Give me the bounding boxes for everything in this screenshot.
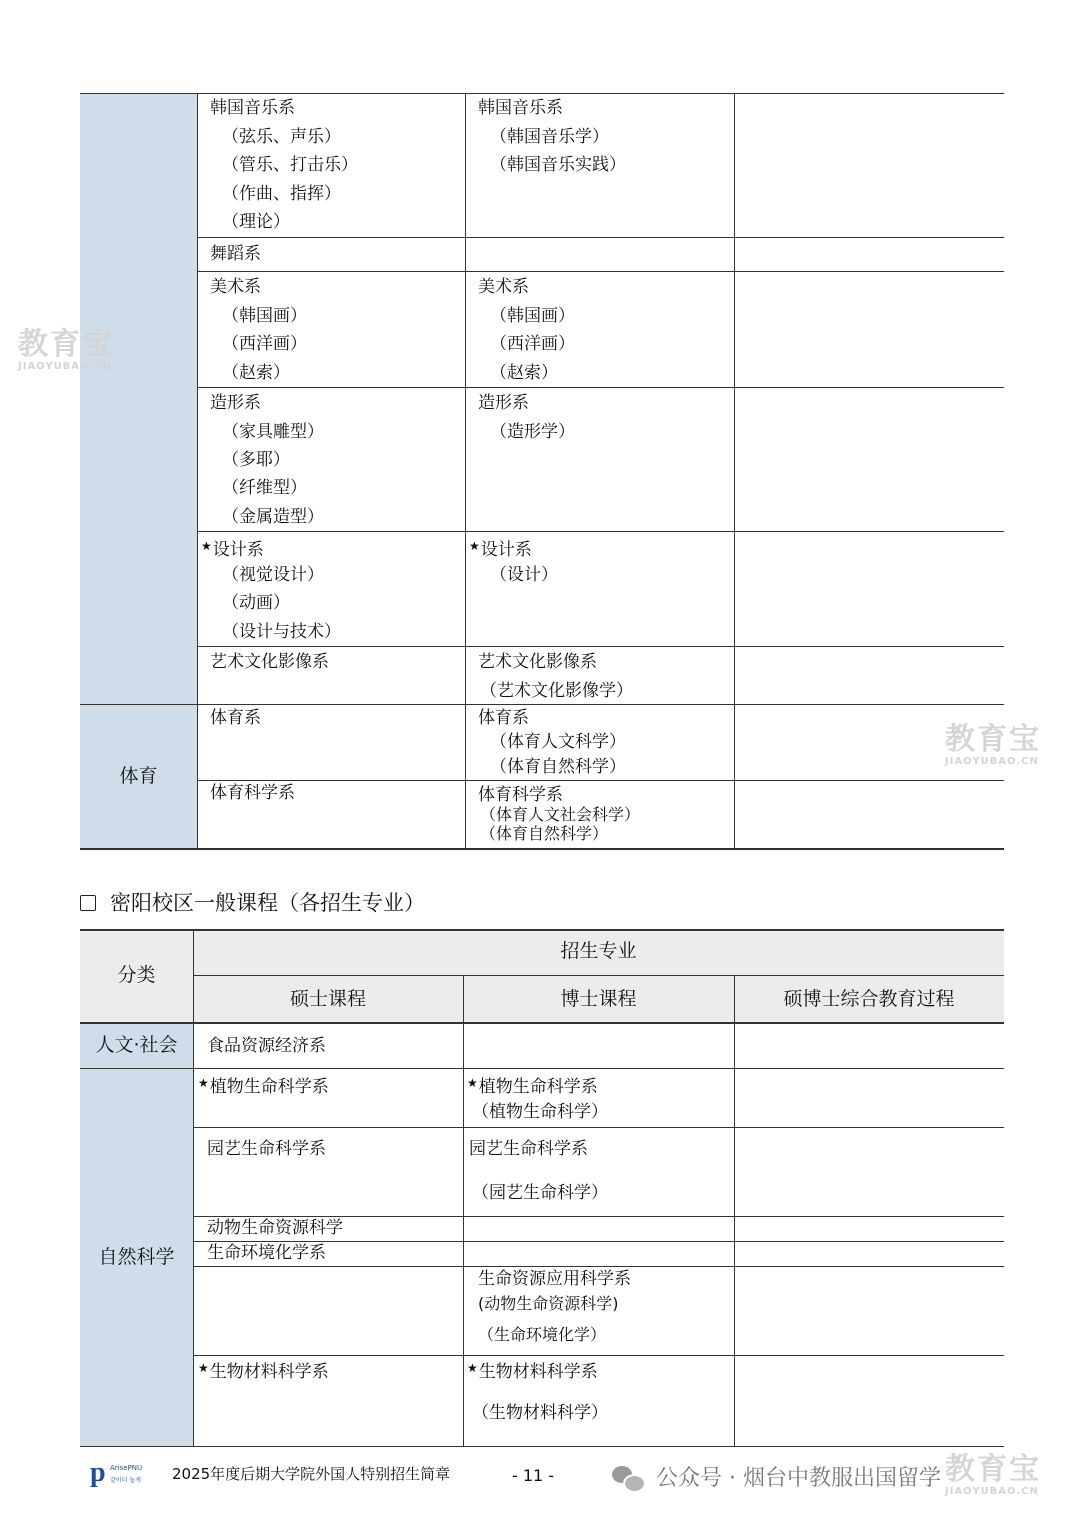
row-divider	[193, 1216, 1004, 1217]
doctor-cell-text: 艺术文化影像系	[478, 652, 597, 672]
row-divider	[80, 1068, 1004, 1069]
header-combined: 硕博士综合教育过程	[783, 988, 955, 1010]
doctor-cell-text: （生命环境化学）	[478, 1325, 607, 1344]
doctor-cell-text: 园艺生命科学系	[469, 1139, 588, 1159]
header-divider	[193, 975, 1004, 976]
footer-title: 2025年度后期大学院外国人特别招生简章	[172, 1465, 451, 1483]
table-border-top	[80, 929, 1004, 931]
master-cell-text: （西洋画）	[222, 334, 307, 354]
doctor-cell-text: (动物生命资源科学)	[478, 1294, 619, 1313]
logo-sub-text: 같이더 높게	[110, 1477, 141, 1484]
checkbox-icon	[80, 895, 96, 911]
doctor-cell-starred	[469, 536, 532, 560]
row-divider	[193, 1241, 1004, 1242]
master-cell-text: 生物材料科学系	[209, 1362, 329, 1382]
category-label-sports: 体育	[119, 765, 158, 787]
master-cell-text: （管乐、打击乐）	[222, 155, 358, 175]
doctor-cell-text: （赵索）	[490, 363, 558, 383]
master-cell-text: 美术系	[210, 277, 261, 297]
doctor-cell-text: （园艺生命科学）	[472, 1183, 608, 1203]
row-divider	[197, 531, 1004, 532]
star-icon: ★	[198, 1076, 209, 1090]
master-cell-text: 体育科学系	[210, 783, 295, 803]
master-cell-text: 设计系	[212, 540, 264, 560]
master-cell-text: （作曲、指挥）	[222, 184, 341, 204]
footer-page-number: - 11 -	[512, 1466, 555, 1485]
doctor-cell-text: （艺术文化影像学）	[480, 681, 633, 701]
column-divider	[465, 93, 466, 849]
doctor-cell-text: （体育人文科学）	[490, 732, 626, 752]
row-divider	[193, 1266, 1004, 1267]
star-icon: ★	[469, 539, 480, 553]
logo-sub-text: ArisePNU	[110, 1464, 143, 1472]
master-cell-text: 生命环境化学系	[207, 1243, 326, 1263]
doctor-cell-text: （生物材料科学）	[472, 1403, 608, 1423]
wechat-icon	[612, 1466, 644, 1492]
doctor-cell-text: （植物生命科学）	[472, 1102, 608, 1122]
master-cell-text: 韩国音乐系	[210, 98, 295, 118]
column-divider	[197, 93, 198, 849]
master-cell-text: （赵索）	[222, 363, 290, 383]
master-cell-text: （理论）	[222, 212, 290, 232]
master-cell-text: （设计与技术）	[222, 622, 341, 642]
row-divider	[193, 1355, 1004, 1356]
header-category: 分类	[117, 964, 156, 986]
doctor-cell-text: （体育人文社会科学）	[480, 805, 641, 824]
column-divider	[734, 93, 735, 849]
row-divider	[197, 780, 1004, 781]
master-cell-text: （纤维型）	[222, 478, 307, 498]
category-label-humanities: 人文·社会	[95, 1034, 178, 1056]
doctor-cell-text: 生命资源应用科学系	[478, 1269, 631, 1289]
table-border-bottom	[80, 848, 1004, 850]
master-cell-text: （多耶）	[222, 450, 290, 470]
header-doctor: 博士课程	[560, 988, 637, 1010]
star-icon: ★	[198, 1361, 209, 1375]
master-cell-text: 食品资源经济系	[207, 1036, 326, 1056]
footer-logo	[90, 1458, 150, 1494]
doctor-cell-text: 设计系	[480, 540, 532, 560]
master-cell-starred	[198, 1073, 329, 1097]
master-cell-text: （金属造型）	[222, 507, 324, 527]
master-cell-text: （弦乐、声乐）	[222, 127, 341, 147]
master-cell-text: 艺术文化影像系	[210, 652, 329, 672]
doctor-cell-starred	[467, 1073, 598, 1097]
master-cell-text: 植物生命科学系	[209, 1077, 329, 1097]
star-icon: ★	[467, 1076, 478, 1090]
doctor-cell-text: 植物生命科学系	[478, 1077, 598, 1097]
star-icon: ★	[201, 539, 212, 553]
doctor-cell-text: （西洋画）	[490, 334, 575, 354]
master-cell-text: （家具雕型）	[222, 422, 324, 442]
master-cell-starred	[198, 1358, 329, 1382]
master-cell-text: 造形系	[210, 393, 261, 413]
doctor-cell-text: 体育系	[478, 708, 529, 728]
master-cell-starred	[201, 536, 264, 560]
header-master: 硕士课程	[289, 988, 366, 1010]
header-bottom-border	[80, 1022, 1004, 1024]
doctor-cell-text: 生物材料科学系	[478, 1362, 598, 1382]
row-divider	[193, 1127, 1004, 1128]
category-column-shade	[80, 1023, 193, 1446]
star-icon: ★	[467, 1361, 478, 1375]
watermark: 教育宝 JIAOYUBAO.CN	[945, 722, 1041, 767]
row-divider	[197, 271, 1004, 272]
master-cell-text: （动画）	[222, 593, 290, 613]
watermark: 教育宝 JIAOYUBAO.CN	[18, 327, 114, 372]
doctor-cell-text: （设计）	[490, 565, 558, 585]
pnu-logo-icon: p	[90, 1457, 106, 1488]
doctor-cell-text: （韩国画）	[490, 306, 575, 326]
table-border-top	[80, 93, 1004, 94]
doctor-cell-text: 美术系	[478, 277, 529, 297]
category-label-science: 自然科学	[98, 1246, 175, 1268]
doctor-cell-text: （韩国音乐实践）	[490, 155, 626, 175]
doctor-cell-text: 造形系	[478, 393, 529, 413]
doctor-cell-text: （体育自然科学）	[480, 824, 609, 843]
row-divider	[197, 387, 1004, 388]
section-title: 密阳校区一般课程（各招生专业）	[110, 891, 425, 915]
doctor-cell-text: （韩国音乐学）	[490, 127, 609, 147]
doctor-cell-text: （体育自然科学）	[490, 757, 626, 777]
column-divider	[734, 975, 735, 1446]
master-cell-text: 动物生命资源科学	[207, 1218, 343, 1238]
master-cell-text: （韩国画）	[222, 306, 307, 326]
header-majors: 招生专业	[560, 940, 637, 962]
master-cell-text: 园艺生命科学系	[207, 1139, 326, 1159]
master-cell-text: 舞蹈系	[210, 244, 261, 264]
row-divider	[197, 646, 1004, 647]
column-divider	[463, 975, 464, 1446]
doctor-cell-text: 体育科学系	[478, 785, 563, 805]
row-divider	[80, 704, 1004, 705]
footer-account: 公众号 · 烟台中教服出国留学	[656, 1466, 941, 1491]
watermark: 教育宝 JIAOYUBAO.CN	[945, 1452, 1041, 1497]
category-column-shade	[80, 93, 197, 849]
doctor-cell-text: 韩国音乐系	[478, 98, 563, 118]
master-cell-text: 体育系	[210, 708, 261, 728]
master-cell-text: （视觉设计）	[222, 565, 324, 585]
doctor-cell-text: （造形学）	[490, 422, 575, 442]
row-divider	[197, 237, 1004, 238]
table-border-bottom	[80, 1446, 1004, 1447]
doctor-cell-starred	[467, 1358, 598, 1382]
